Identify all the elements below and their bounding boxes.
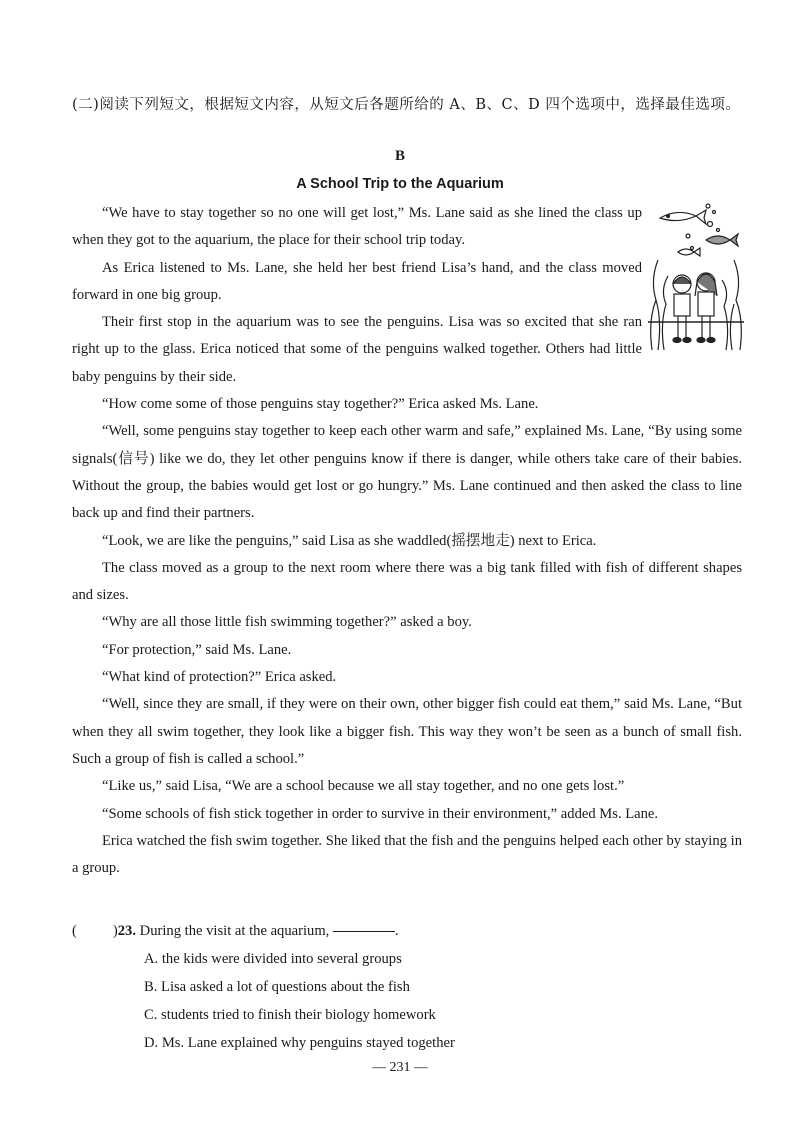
passage-label: B [394, 148, 405, 164]
question-text: During the visit at the aquarium, [139, 923, 330, 939]
paragraph: “Well, since they are small, if they were on their own, other bigger fish could eat them,” said Ms. Lane, “But when they all swim together, they look like a bigger fish. This way they won’t be seen as a bunch of small fish. Such a group of fish is called a school.” [72, 696, 742, 767]
paragraph: “How come some of those penguins stay together?” Erica asked Ms. Lane. [102, 396, 539, 413]
paragraph: “Like us,” said Lisa, “We are a school because we all stay together, and no one gets lost.” [102, 778, 625, 795]
passage-title: A School Trip to the Aquarium [296, 176, 504, 192]
paragraph: “For protection,” said Ms. Lane. [102, 641, 292, 658]
passage-body [72, 200, 742, 882]
paragraph: Erica watched the fish swim together. She liked that the fish and the penguins helped each other by staying in a group. [72, 832, 742, 877]
question-stem-end: . [395, 923, 399, 939]
question-number: 23. [117, 923, 136, 939]
answer-paren-open: ( [72, 923, 77, 939]
paragraph: “Some schools of fish stick together in order to survive in their environment,” added Ms. Lane. [102, 805, 659, 822]
question-23 [72, 917, 742, 1057]
fill-blank[interactable] [333, 917, 395, 932]
option-a[interactable]: A. the kids were divided into several groups [144, 951, 402, 967]
question-stem [72, 917, 742, 945]
paragraph: “What kind of protection?” Erica asked. [102, 669, 337, 686]
paragraph: Their first stop in the aquarium was to see the penguins. Lisa was so excited that she ran right up to the glass. Erica noticed that some of the penguins walked together. Others had little baby penguins by their side. [72, 314, 642, 385]
answer-paren-close: ) [112, 923, 118, 939]
option-c[interactable]: C. students tried to finish their biology homework [144, 1007, 436, 1023]
option-b[interactable]: B. Lisa asked a lot of questions about the fish [144, 979, 410, 995]
paragraph: The class moved as a group to the next room where there was a big tank filled with fish of different shapes and sizes. [72, 559, 742, 604]
paragraph: “Look, we are like the penguins,” said Lisa as she waddled(摇摆地走) next to Erica. [102, 532, 597, 549]
page-number: — 231 — [372, 1060, 428, 1075]
answer-slot[interactable] [77, 917, 113, 945]
paragraph: “Well, some penguins stay together to keep each other warm and safe,” explained Ms. Lane, “By using some signals(信号) like we do, they let other penguins know if there is danger, while others take care of their babies. Without the group, the babies would get lost or go hungry.” Ms. Lane continued and then asked the class to line back up and find their partners. [72, 423, 742, 522]
section-instruction: (二)阅读下列短文，根据短文内容，从短文后各题所给的 A、B、C、D 四个选项中，选择最佳选项。 [72, 97, 741, 113]
paragraph: “We have to stay together so no one will get lost,” Ms. Lane said as she lined the class up when they got to the aquarium, the place for their school trip today. [72, 205, 642, 249]
option-d[interactable]: D. Ms. Lane explained why penguins stayed together [144, 1035, 455, 1051]
paragraph: As Erica listened to Ms. Lane, she held her best friend Lisa’s hand, and the class moved forward in one big group. [72, 259, 642, 303]
paragraph: “Why are all those little fish swimming together?” asked a boy. [102, 614, 472, 631]
